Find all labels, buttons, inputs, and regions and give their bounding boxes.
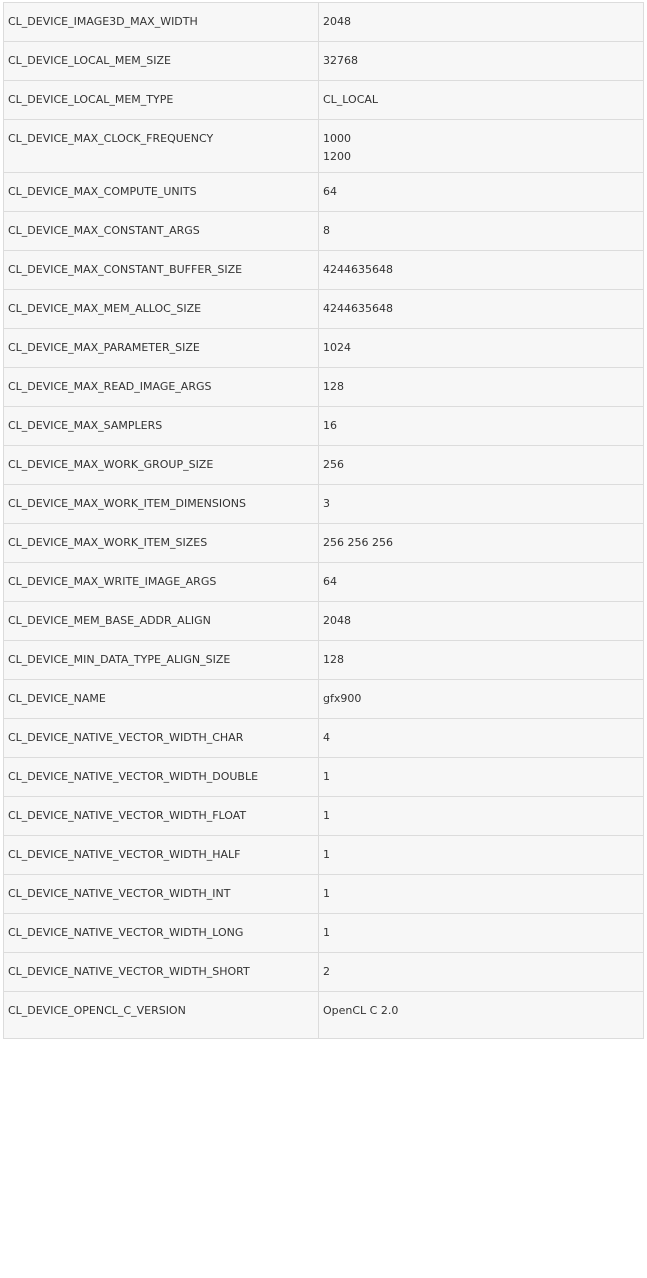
table-row — [4, 836, 644, 875]
property-value: 1 — [319, 758, 644, 797]
property-value: 256 256 256 — [319, 524, 644, 563]
property-value: 2 — [319, 953, 644, 992]
property-value: 64 — [319, 563, 644, 602]
table-row — [4, 602, 644, 641]
table-row — [4, 329, 644, 368]
table-row — [4, 680, 644, 719]
property-name: CL_DEVICE_MAX_WORK_ITEM_DIMENSIONS — [4, 485, 319, 524]
property-value: 1 — [319, 797, 644, 836]
property-name: CL_DEVICE_LOCAL_MEM_SIZE — [4, 42, 319, 81]
property-name: CL_DEVICE_NATIVE_VECTOR_WIDTH_FLOAT — [4, 797, 319, 836]
property-name: CL_DEVICE_OPENCL_C_VERSION — [4, 992, 319, 1039]
property-name: CL_DEVICE_NAME — [4, 680, 319, 719]
property-name: CL_DEVICE_MAX_WRITE_IMAGE_ARGS — [4, 563, 319, 602]
table-row — [4, 485, 644, 524]
table-row — [4, 446, 644, 485]
property-name: CL_DEVICE_MAX_CONSTANT_BUFFER_SIZE — [4, 251, 319, 290]
device-properties-table-container — [3, 2, 643, 1039]
property-value: 4244635648 — [319, 290, 644, 329]
property-value: 3 — [319, 485, 644, 524]
table-row — [4, 719, 644, 758]
property-name: CL_DEVICE_MAX_COMPUTE_UNITS — [4, 173, 319, 212]
property-value: 256 — [319, 446, 644, 485]
table-row — [4, 290, 644, 329]
property-value: 32768 — [319, 42, 644, 81]
table-row — [4, 875, 644, 914]
table-row — [4, 641, 644, 680]
property-value: CL_LOCAL — [319, 81, 644, 120]
table-row — [4, 758, 644, 797]
property-value-line: 1000 — [323, 132, 351, 145]
table-row — [4, 563, 644, 602]
property-value: 1024 — [319, 329, 644, 368]
property-value: 1 — [319, 836, 644, 875]
property-name: CL_DEVICE_NATIVE_VECTOR_WIDTH_INT — [4, 875, 319, 914]
property-name: CL_DEVICE_NATIVE_VECTOR_WIDTH_CHAR — [4, 719, 319, 758]
property-name: CL_DEVICE_MAX_SAMPLERS — [4, 407, 319, 446]
property-value: 2048 — [319, 602, 644, 641]
property-name: CL_DEVICE_MAX_PARAMETER_SIZE — [4, 329, 319, 368]
property-value: 4244635648 — [319, 251, 644, 290]
table-row — [4, 212, 644, 251]
table-row — [4, 120, 644, 173]
property-value-line: 1200 — [323, 150, 351, 163]
property-value: gfx900 — [319, 680, 644, 719]
table-row — [4, 992, 644, 1039]
table-row — [4, 81, 644, 120]
property-value: 8 — [319, 212, 644, 251]
property-name: CL_DEVICE_NATIVE_VECTOR_WIDTH_SHORT — [4, 953, 319, 992]
property-name: CL_DEVICE_NATIVE_VECTOR_WIDTH_LONG — [4, 914, 319, 953]
property-value: 1 — [319, 914, 644, 953]
property-name: CL_DEVICE_MAX_CLOCK_FREQUENCY — [4, 120, 319, 173]
table-row — [4, 524, 644, 563]
property-name: CL_DEVICE_MIN_DATA_TYPE_ALIGN_SIZE — [4, 641, 319, 680]
table-row — [4, 251, 644, 290]
table-row — [4, 407, 644, 446]
device-properties-table — [3, 2, 644, 1039]
table-row — [4, 173, 644, 212]
property-value: 128 — [319, 368, 644, 407]
property-value: 16 — [319, 407, 644, 446]
table-row — [4, 797, 644, 836]
property-name: CL_DEVICE_NATIVE_VECTOR_WIDTH_HALF — [4, 836, 319, 875]
property-name: CL_DEVICE_MAX_CONSTANT_ARGS — [4, 212, 319, 251]
table-row — [4, 42, 644, 81]
property-name: CL_DEVICE_MAX_MEM_ALLOC_SIZE — [4, 290, 319, 329]
table-row — [4, 3, 644, 42]
table-row — [4, 368, 644, 407]
property-name: CL_DEVICE_MAX_READ_IMAGE_ARGS — [4, 368, 319, 407]
property-name: CL_DEVICE_MEM_BASE_ADDR_ALIGN — [4, 602, 319, 641]
property-value: OpenCL C 2.0 — [319, 992, 644, 1039]
property-value — [319, 120, 644, 173]
property-value: 1 — [319, 875, 644, 914]
property-value: 4 — [319, 719, 644, 758]
property-name: CL_DEVICE_MAX_WORK_GROUP_SIZE — [4, 446, 319, 485]
property-name: CL_DEVICE_NATIVE_VECTOR_WIDTH_DOUBLE — [4, 758, 319, 797]
property-value: 128 — [319, 641, 644, 680]
property-name: CL_DEVICE_MAX_WORK_ITEM_SIZES — [4, 524, 319, 563]
table-row — [4, 953, 644, 992]
property-name: CL_DEVICE_LOCAL_MEM_TYPE — [4, 81, 319, 120]
property-value: 64 — [319, 173, 644, 212]
property-value: 2048 — [319, 3, 644, 42]
property-name: CL_DEVICE_IMAGE3D_MAX_WIDTH — [4, 3, 319, 42]
table-row — [4, 914, 644, 953]
